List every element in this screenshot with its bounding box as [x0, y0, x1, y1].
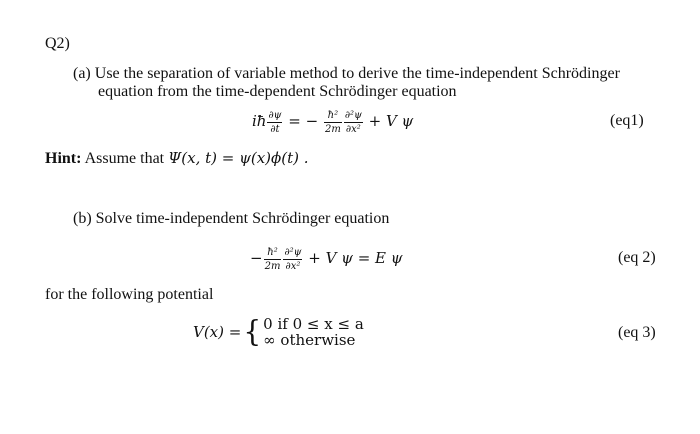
eq3-case-1: 0 if 0 ≤ x ≤ a — [263, 315, 364, 333]
eq3-case-2: ∞ otherwise — [263, 331, 356, 349]
potential-intro: for the following potential — [45, 286, 214, 303]
part-b-label: (b) — [73, 210, 92, 227]
equation-3 — [193, 313, 364, 350]
hint-formula: Ψ(x, t) = ψ(x)ϕ(t) . — [168, 149, 309, 167]
eq1-label: (eq1) — [610, 112, 644, 129]
eq1-dpsi-dt: $\frac{\partial\psi}{\partial t}$ — [268, 109, 282, 135]
question-label: Q2) — [45, 35, 70, 52]
eq1-hbar-frac: $\frac{\text{ħ²}}{2m}$ — [324, 109, 341, 135]
eq3-brace: { — [243, 314, 262, 349]
part-b-text1: Solve time-independent Schrödinger equation — [95, 210, 390, 227]
eq3-lhs: V(x) = — [193, 323, 242, 341]
part-a-label: (a) — [73, 65, 91, 82]
eq2-label: (eq 2) — [618, 249, 656, 266]
eq3-label: (eq 3) — [618, 324, 656, 341]
part-a-line1 — [73, 65, 620, 83]
eq2-tail: + V ψ = E ψ — [308, 249, 403, 267]
eq2-minus: − — [250, 249, 263, 267]
eq1-tail: + V ψ — [368, 112, 414, 130]
eq2-hbar-frac: $\frac{\text{ħ²}}{2m}$ — [264, 246, 281, 272]
hint-text: Assume that — [84, 150, 165, 167]
eq3-cases — [263, 316, 364, 348]
part-a-text1: Use the separation of variable method to derive the time-independent Schrödinger — [94, 65, 620, 82]
hint-bold: Hint: — [45, 150, 82, 167]
equation-2 — [250, 243, 403, 273]
eq1-equals: = − — [288, 112, 319, 130]
part-b-line1 — [73, 210, 389, 228]
part-a-line2: equation from the time-dependent Schrödinger equation — [98, 83, 457, 100]
eq1-d2psi-frac: $\frac{\text{∂²ψ}}{\text{∂x²}}$ — [344, 109, 362, 135]
equation-1 — [252, 106, 413, 136]
hint-line — [45, 149, 309, 168]
eq2-d2psi-frac: $\frac{\text{∂²ψ}}{\text{∂x²}}$ — [284, 246, 302, 272]
eq1-prefix: iħ — [252, 112, 267, 130]
